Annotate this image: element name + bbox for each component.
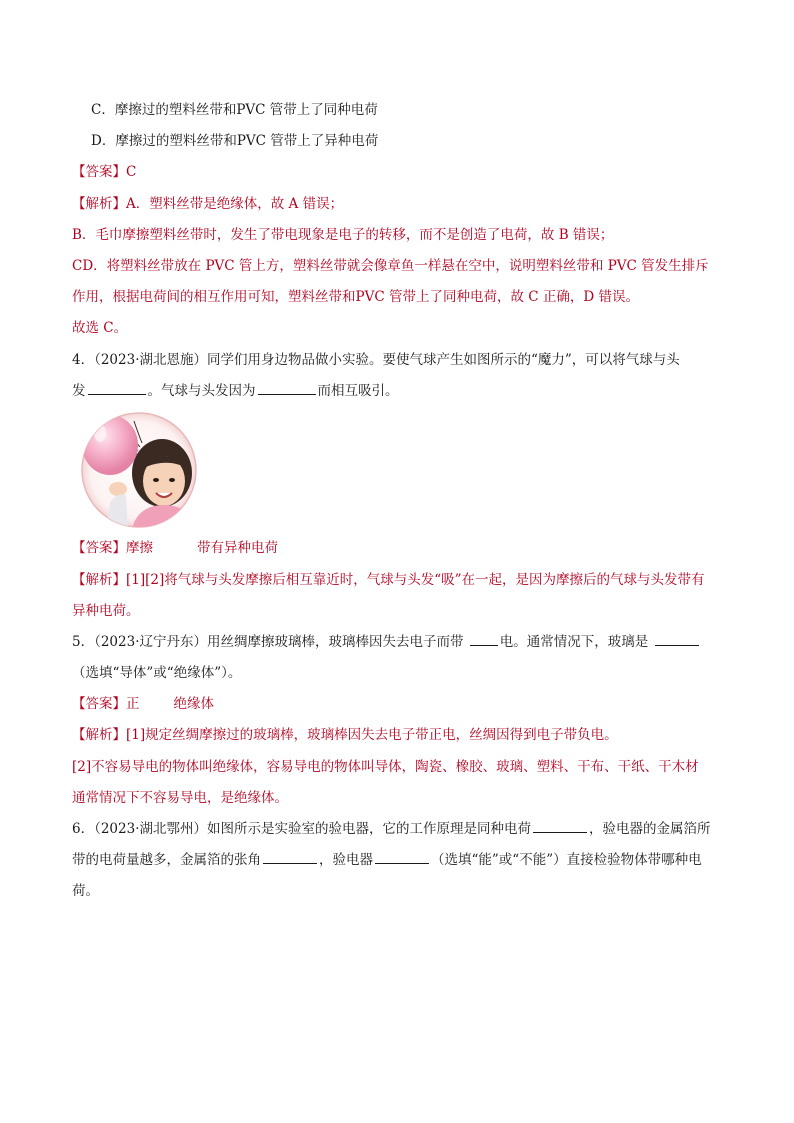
q3-analysis-line-3: CD．将塑料丝带放在 PVC 管上方，塑料丝带就会像章鱼一样悬在空中，说明塑料丝带和 PVC 管发生排斥 <box>72 258 709 274</box>
q6-stem-text-a: 带的电荷量越多，金属箔的张角 <box>72 852 261 868</box>
answer-value-2: 带有异种电荷 <box>197 540 278 556</box>
q6-stem-text-a: 6．（2023·湖北鄂州）如图所示是实验室的验电器，它的工作原理是同种电荷 <box>72 821 531 837</box>
q5-analysis-line-2: [2]不容易导电的物体叫绝缘体，容易导电的物体叫导体，陶瓷、橡胶、玻璃、塑料、干布、干纸、干木材 <box>72 759 699 775</box>
q3-analysis-line-4: 作用，根据电荷间的相互作用可知，塑料丝带和PVC 管带上了同种电荷，故 C 正确，D 错误。 <box>72 289 639 305</box>
q4-stem-text-c: 而相互吸引。 <box>317 383 399 399</box>
q3-analysis-line-1 <box>72 194 732 214</box>
analysis-tag: 【解析】 <box>72 196 126 212</box>
q3-conclusion: 故选 C。 <box>72 320 128 336</box>
q5-stem-line-2: （选填“导体”或“绝缘体”）。 <box>72 665 242 681</box>
q4-stem-line-2 <box>72 381 732 401</box>
answer-blank <box>258 381 316 395</box>
answer-tag: 【答案】 <box>72 696 126 712</box>
analysis-tag: 【解析】 <box>72 727 126 743</box>
answer-value-2: 绝缘体 <box>173 696 214 712</box>
q4-stem-text-a: 发 <box>72 383 86 399</box>
analysis-tag: 【解析】 <box>72 572 126 588</box>
q3-analysis-line-2: B．毛巾摩擦塑料丝带时，发生了带电现象是电子的转移，而不是创造了电荷，故 B 错误； <box>72 227 614 243</box>
q4-analysis-line-1 <box>72 570 732 590</box>
answer-value: C <box>126 164 137 180</box>
answer-tag: 【答案】 <box>72 540 126 556</box>
q4-stem-line-1: 4．（2023·湖北恩施）同学们用身边物品做小实验。要使气球产生如图所示的“魔力”，可以将气球与头 <box>72 352 680 368</box>
q6-stem-line-1 <box>72 819 732 839</box>
q5-stem-text-b: 电。通常情况下，玻璃是 <box>499 634 653 650</box>
option-c: C．摩擦过的塑料丝带和PVC 管带上了同种电荷 <box>91 102 378 118</box>
q5-analysis-line-3: 通常情况下不容易导电，是绝缘体。 <box>72 790 288 806</box>
q4-answer <box>72 538 732 558</box>
q4-analysis-line-2: 异种电荷。 <box>72 603 140 619</box>
q5-analysis-line-1 <box>72 725 732 745</box>
answer-tag: 【答案】 <box>72 164 126 180</box>
answer-value-1: 正 <box>126 696 140 712</box>
q6-stem-text-b: ，验电器 <box>319 852 373 868</box>
analysis-text: A．塑料丝带是绝缘体，故 A 错误； <box>126 196 344 212</box>
answer-blank <box>88 381 146 395</box>
q6-stem-line-3: 荷。 <box>72 883 99 899</box>
q4-stem-text-b: 。气球与头发因为 <box>147 383 256 399</box>
q6-stem-text-b: ，验电器的金属箔所 <box>589 821 711 837</box>
answer-blank <box>263 850 317 864</box>
q5-answer <box>72 694 732 714</box>
q3-answer <box>72 162 732 182</box>
answer-blank <box>470 632 498 646</box>
q5-stem-line-1 <box>72 632 732 652</box>
q6-stem-line-2 <box>72 850 732 870</box>
q5-stem-text-a: 5．（2023·辽宁丹东）用丝绸摩擦玻璃棒，玻璃棒因失去电子而带 <box>72 634 468 650</box>
option-d: D．摩擦过的塑料丝带和PVC 管带上了异种电荷 <box>91 133 379 149</box>
answer-blank <box>375 850 429 864</box>
balloon-hair-photo <box>76 411 202 529</box>
q6-stem-text-c: （选填“能”或“不能”）直接检验物体带哪种电 <box>431 852 702 868</box>
analysis-text: [1][2]将气球与头发摩擦后相互靠近时，气球与头发“吸”在一起，是因为摩擦后的气球与头发带有 <box>126 572 705 588</box>
answer-blank <box>533 819 587 833</box>
answer-value-1: 摩擦 <box>126 540 153 556</box>
answer-blank <box>655 632 699 646</box>
analysis-text: [1]规定丝绸摩擦过的玻璃棒，玻璃棒因失去电子带正电，丝绸因得到电子带负电。 <box>126 727 618 743</box>
